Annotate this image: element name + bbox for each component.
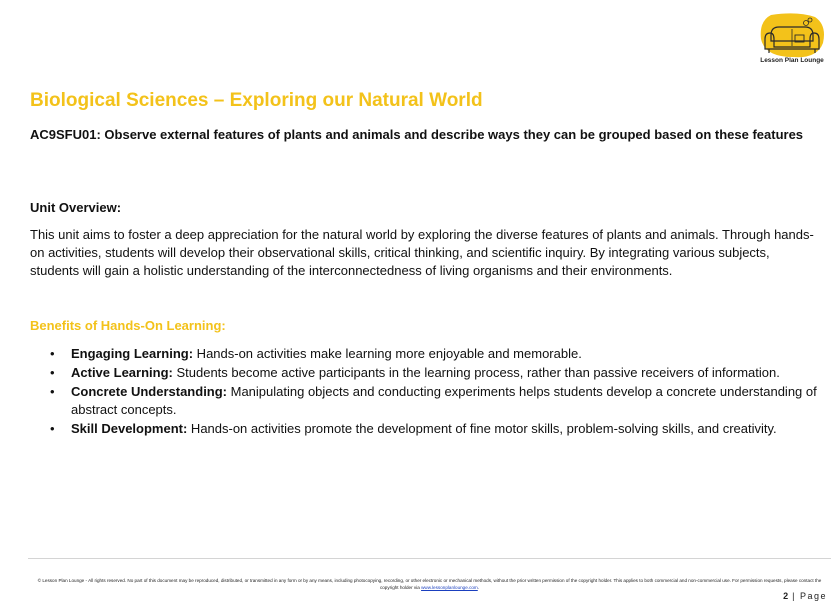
benefit-text: Hands-on activities promote the development of fine motor skills, problem-solving skills, and creativity. [187,421,777,436]
bullet-icon: • [50,346,55,361]
copyright-end: . [477,585,480,590]
unit-overview-heading: Unit Overview: [30,200,122,215]
benefit-term: Concrete Understanding: [71,384,228,399]
lesson-plan-lounge-logo [757,13,827,69]
list-item [30,364,830,382]
benefit-text: Hands-on activities make learning more enjoyable and memorable. [193,346,582,361]
benefit-term: Active Learning: [71,365,173,380]
benefit-term: Skill Development: [71,421,188,436]
page-title: Biological Sciences – Exploring our Natural World [30,90,483,111]
footer-divider [28,558,831,559]
copyright-footer [28,577,831,591]
page-label: Page [799,591,827,601]
bullet-icon: • [50,421,55,436]
benefits-list [30,345,830,439]
logo-text: Lesson Plan Lounge [760,57,824,64]
page-number [783,591,827,601]
unit-overview-body: This unit aims to foster a deep appreciation for the natural world by exploring the diverse features of plants and animals. Through hands-on activities, students will develop their observational skills, critical thinking, and scientific inquiry. By integrating various subjects, students will gain a holistic understanding of the interconnectedness of living organisms and their environments. [30,227,814,278]
benefit-text: Students become active participants in the learning process, rather than passive receivers of information. [172,365,780,380]
bullet-icon: • [50,384,55,399]
bullet-icon: • [50,365,55,380]
benefit-term: Engaging Learning: [71,346,194,361]
page-separator: | [788,591,800,601]
website-link[interactable]: www.lessonplanlounge.com [421,585,478,590]
benefit-text: Manipulating objects and conducting experiments helps students develop a concrete understanding of abstract concepts. [71,384,817,417]
copyright-text: © Lesson Plan Lounge - All rights reserved. No part of this document may be reproduced, distributed, or transmitted in any form or by any means, including photocopying, recording, or other electronic or mechanical methods, without the prior written permission of the copyright holder. This applies to both commercial and non-commercial use. For permission requests, please contact the copyright holder via [37,578,822,590]
list-item [30,420,830,438]
list-item [30,383,830,419]
sofa-icon [757,13,827,59]
page-number-value: 2 [783,591,789,601]
list-item [30,345,830,363]
curriculum-code: AC9SFU01: Observe external features of plants and animals and describe ways they can be grouped based on these features [30,127,804,142]
benefits-heading: Benefits of Hands-On Learning: [30,318,226,333]
